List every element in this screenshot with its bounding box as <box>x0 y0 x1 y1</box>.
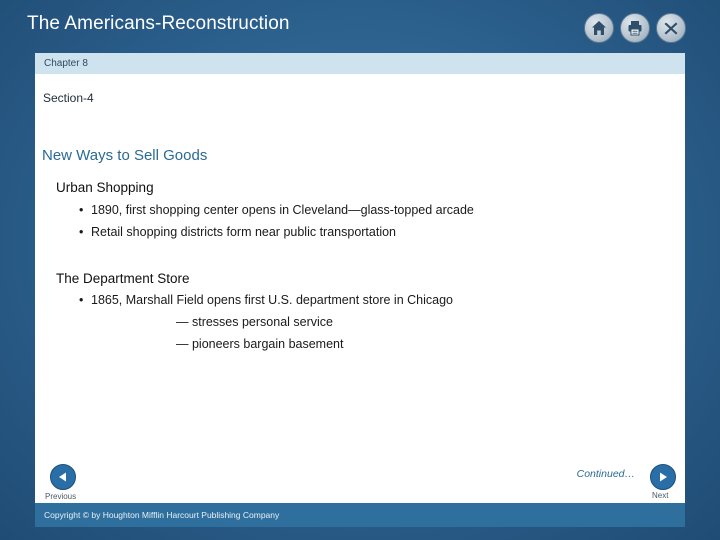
slide-panel <box>35 53 685 527</box>
bullet-item: • Retail shopping districts form near public transportation <box>91 225 396 239</box>
bullet-item: • 1890, first shopping center opens in Cleveland—glass-topped arcade <box>91 203 474 217</box>
subheading-urban-shopping: Urban Shopping <box>56 180 154 195</box>
bullet-item: • 1865, Marshall Field opens first U.S. department store in Chicago <box>91 293 453 307</box>
home-button[interactable] <box>584 13 614 43</box>
sub-point: — pioneers bargain basement <box>176 337 344 351</box>
close-icon <box>662 19 680 37</box>
slide-title: New Ways to Sell Goods <box>42 147 208 164</box>
chapter-strip <box>35 53 685 74</box>
continued-label: Continued… <box>576 468 635 480</box>
next-label: Next <box>652 491 669 500</box>
previous-label: Previous <box>45 492 77 501</box>
subheading-department-store: The Department Store <box>56 271 190 286</box>
next-button[interactable] <box>650 464 676 490</box>
chapter-label: Chapter 8 <box>44 58 88 69</box>
print-button[interactable] <box>620 13 650 43</box>
arrow-left-icon <box>57 471 69 483</box>
section-label: Section-4 <box>43 91 94 105</box>
sub-point: — stresses personal service <box>176 315 334 329</box>
arrow-right-icon <box>657 471 669 483</box>
home-icon <box>590 19 608 37</box>
print-icon <box>626 19 644 37</box>
close-button[interactable] <box>656 13 686 43</box>
app-title: The Americans-Reconstruction <box>27 13 290 34</box>
copyright-footer <box>35 503 685 527</box>
copyright-text: Copyright © by Houghton Mifflin Harcourt Publishing Company <box>44 510 280 520</box>
previous-button[interactable] <box>50 464 76 490</box>
top-toolbar <box>584 13 686 43</box>
